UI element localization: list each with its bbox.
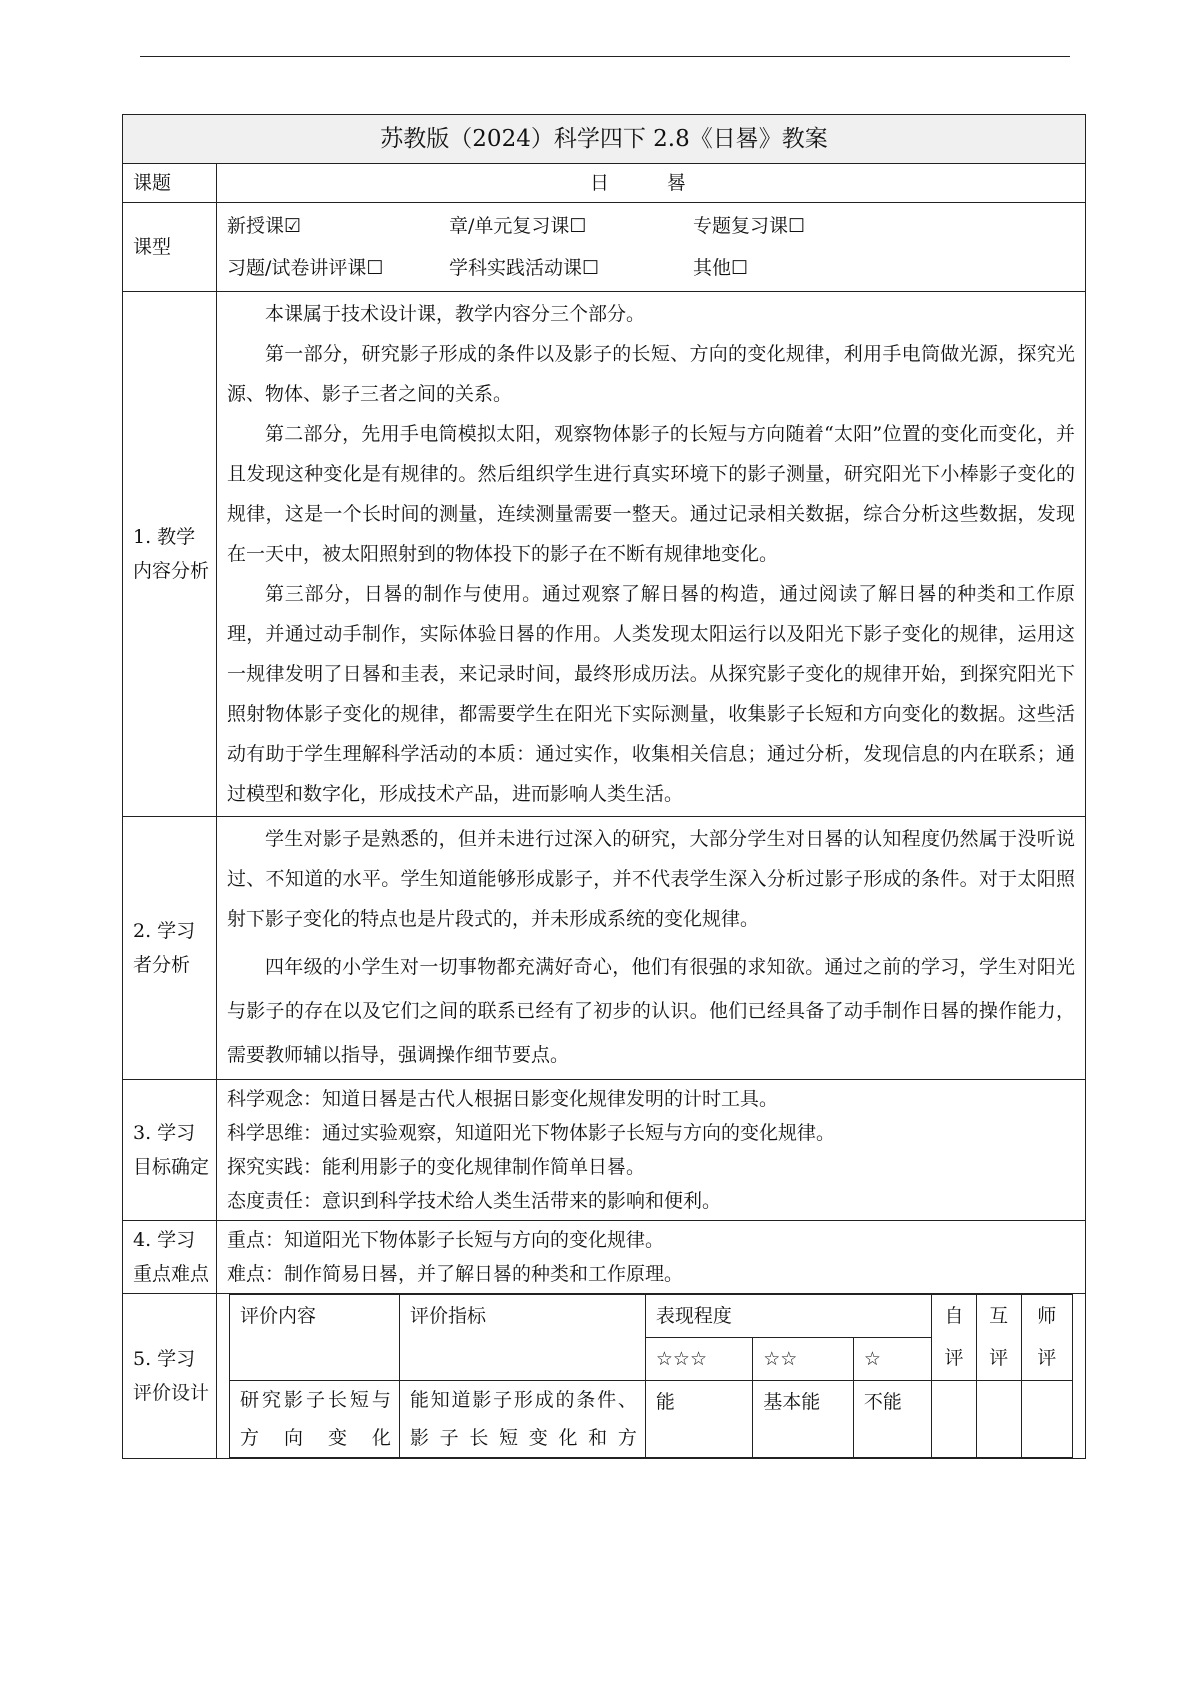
content-analysis-label: 1. 教学内容分析 (123, 292, 217, 817)
objective-item: 科学思维：通过实验观察，知道阳光下物体影子长短与方向的变化规律。 (227, 1122, 836, 1144)
key-points-label: 4. 学习重点难点 (123, 1221, 217, 1294)
objectives-body (217, 1080, 1086, 1221)
evaluation-body (217, 1294, 1086, 1459)
key-point-item: 重点：知道阳光下物体影子长短与方向的变化规律。 (227, 1229, 665, 1251)
objectives-label: 3. 学习目标确定 (123, 1080, 217, 1221)
evaluation-label: 5. 学习评价设计 (123, 1294, 217, 1459)
course-type-option[interactable]: 习题/试卷讲评课☐ (227, 257, 384, 279)
eval-stars-2: ☆☆ (753, 1338, 854, 1381)
content-paragraph: 本课属于技术设计课，教学内容分三个部分。 (265, 303, 646, 325)
course-type-option[interactable]: 章/单元复习课☐ (449, 215, 587, 237)
objective-item: 科学观念：知道日晷是古代人根据日影变化规律发明的计时工具。 (227, 1088, 779, 1110)
course-type-label: 课型 (123, 203, 217, 292)
course-type-option[interactable]: 新授课☑ (227, 215, 302, 237)
course-type-option[interactable]: 专题复习课☐ (693, 215, 806, 237)
eval-header-level: 表现程度 (645, 1295, 931, 1338)
eval-row-self[interactable] (932, 1381, 977, 1458)
content-analysis-body (217, 292, 1086, 817)
learner-analysis-label: 2. 学习者分析 (123, 817, 217, 1080)
objective-item: 探究实践：能利用影子的变化规律制作简单日晷。 (227, 1156, 646, 1178)
eval-header-indicator: 评价指标 (399, 1295, 645, 1381)
key-points-body (217, 1221, 1086, 1294)
eval-header-peer: 互评 (976, 1295, 1021, 1381)
eval-row-peer[interactable] (976, 1381, 1021, 1458)
content-paragraph: 第一部分，研究影子形成的条件以及影子的长短、方向的变化规律，利用手电筒做光源，探究光源、物体、影子三者之间的关系。 (227, 343, 1076, 405)
course-type-options (217, 203, 1086, 292)
content-paragraph: 第三部分，日晷的制作与使用。通过观察了解日晷的构造，通过阅读了解日晷的种类和工作原理，并通过动手制作，实际体验日晷的作用。人类发现太阳运行以及阳光下影子变化的规律，运用这一规律发明了日晷和圭表，来记录时间，最终形成历法。从探究影子变化的规律开始，到探究阳光下照射物体影子变化的规律，都需要学生在阳光下实际测量，收集影子长短和方向变化的数据。这些活动有助于学生理解科学活动的本质：通过实作，收集相关信息；通过分析，发现信息的内在联系；通过模型和数字化，形成技术产品，进而影响人类生活。 (227, 583, 1076, 805)
learner-paragraph: 四年级的小学生对一切事物都充满好奇心，他们有很强的求知欲。通过之前的学习，学生对阳光与影子的存在以及它们之间的联系已经有了初步的认识。他们已经具备了动手制作日晷的操作能力，需要教师辅以指导，强调操作细节要点。 (227, 956, 1076, 1066)
eval-header-teacher: 师评 (1021, 1295, 1072, 1381)
eval-stars-3: ☆☆☆ (645, 1338, 752, 1381)
key-point-item: 难点：制作简易日晷，并了解日晷的种类和工作原理。 (227, 1263, 684, 1285)
eval-row-indicator: 能知道影子形成的条件、影子长短变化和方 (399, 1381, 645, 1458)
learner-paragraph: 学生对影子是熟悉的，但并未进行过深入的研究，大部分学生对日晷的认知程度仍然属于没听说过、不知道的水平。学生知道能够形成影子，并不代表学生深入分析过影子形成的条件。对于太阳照射下影子变化的特点也是片段式的，并未形成系统的变化规律。 (227, 828, 1076, 930)
eval-row-level-3: 能 (645, 1381, 752, 1458)
document-title: 苏教版（2024）科学四下 2.8《日晷》教案 (123, 115, 1086, 164)
objective-item: 态度责任：意识到科学技术给人类生活带来的影响和便利。 (227, 1190, 722, 1212)
learner-analysis-body (217, 817, 1086, 1080)
eval-row-content: 研究影子长短与方向变化 (230, 1381, 400, 1458)
header-rule (140, 56, 1070, 57)
course-type-option[interactable]: 学科实践活动课☐ (449, 257, 600, 279)
eval-stars-1: ☆ (853, 1338, 931, 1381)
eval-row-level-2: 基本能 (753, 1381, 854, 1458)
eval-header-content: 评价内容 (230, 1295, 400, 1381)
eval-row-teacher[interactable] (1021, 1381, 1072, 1458)
eval-header-self: 自评 (932, 1295, 977, 1381)
lesson-label: 课题 (123, 164, 217, 203)
course-type-option[interactable]: 其他☐ (693, 257, 749, 279)
lesson-plan-table (122, 114, 1086, 1459)
eval-row-level-1: 不能 (853, 1381, 931, 1458)
lesson-name: 日 晷 (217, 164, 1086, 203)
content-paragraph: 第二部分，先用手电筒模拟太阳，观察物体影子的长短与方向随着“太阳”位置的变化而变化，并且发现这种变化是有规律的。然后组织学生进行真实环境下的影子测量，研究阳光下小棒影子变化的规律，这是一个长时间的测量，连续测量需要一整天。通过记录相关数据，综合分析这些数据，发现在一天中，被太阳照射到的物体投下的影子在不断有规律地变化。 (227, 423, 1076, 565)
evaluation-table (229, 1294, 1073, 1458)
